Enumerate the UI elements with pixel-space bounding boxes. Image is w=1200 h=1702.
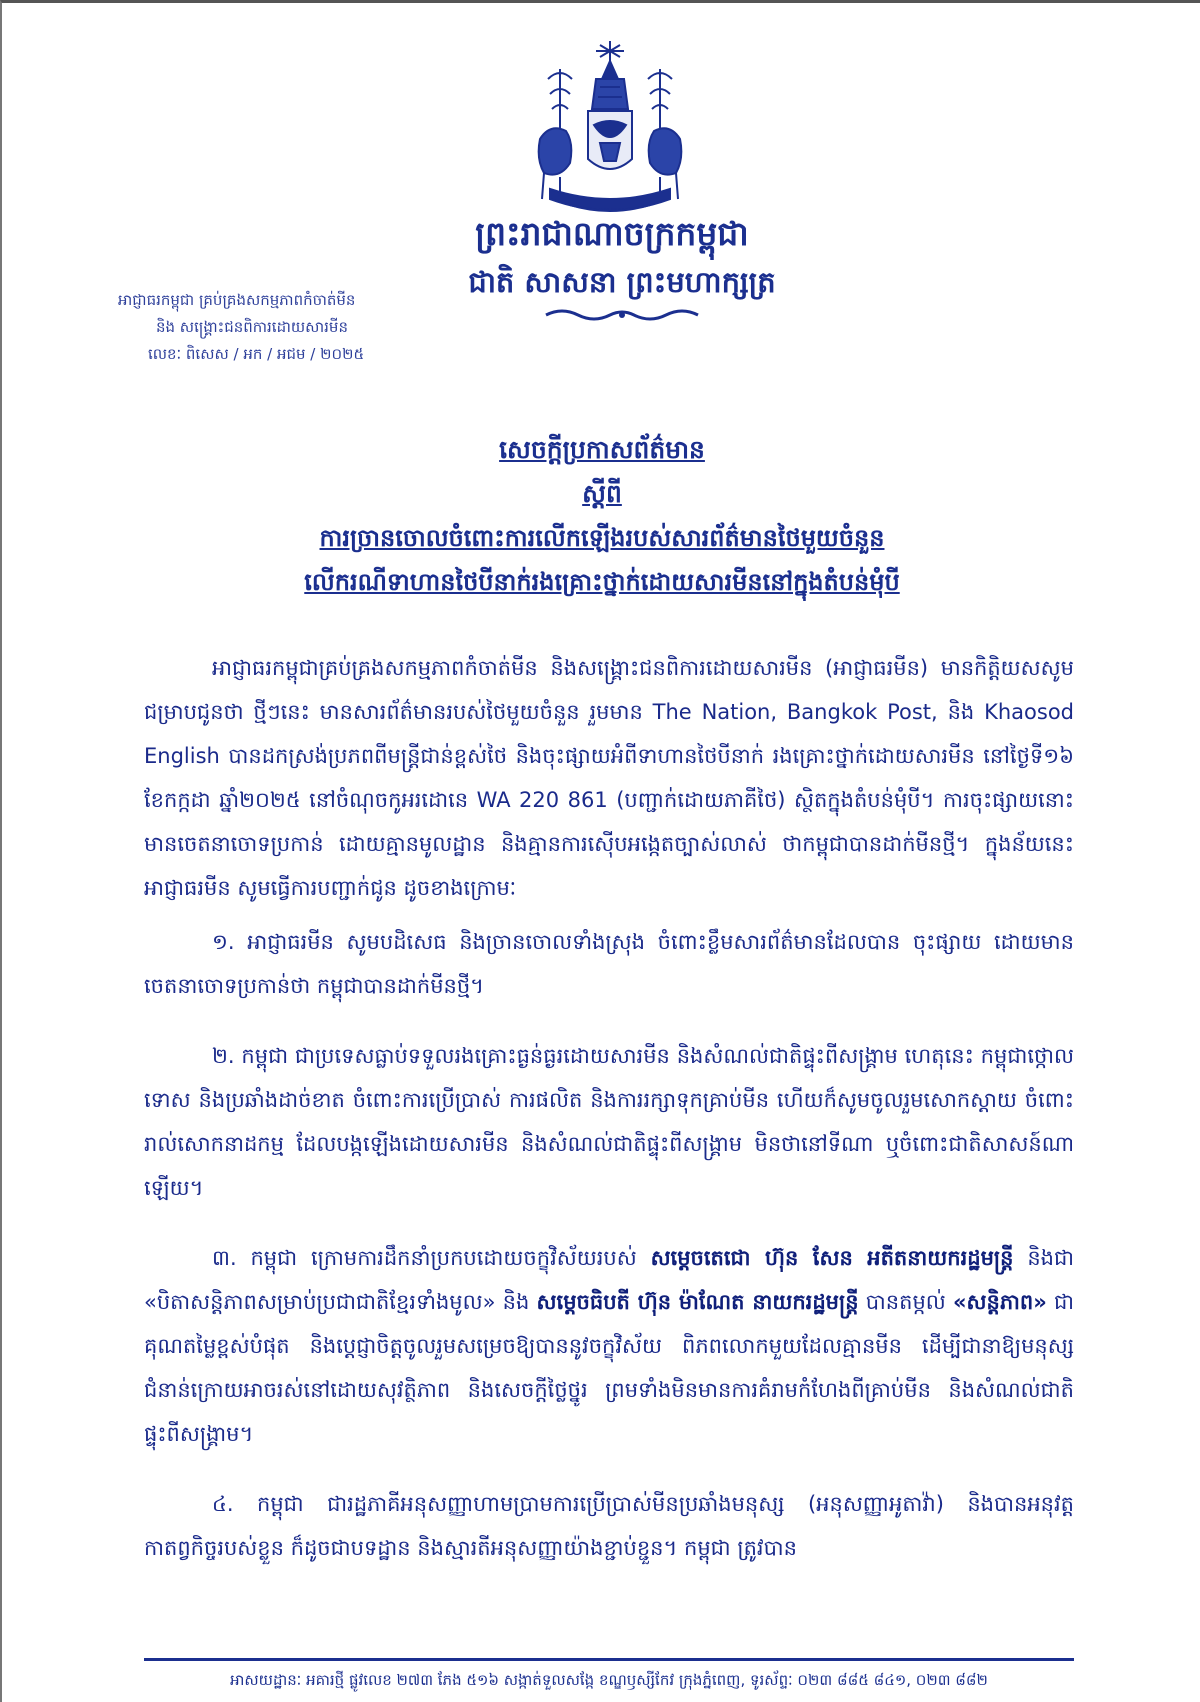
document-body bbox=[144, 646, 1074, 1570]
point-1-paragraph: ១. អាជ្ញាធរមីន សូមបដិសេធ និងច្រានចោលទាំងស្រុង ចំពោះខ្លឹមសារព័ត៌មានដែលបាន ចុះផ្សាយ ដោយមានចេតនាចោទប្រកាន់ថា កម្ពុជាបានដាក់មីនថ្មី។ bbox=[144, 930, 1074, 998]
announcement-title: សេចក្តីប្រកាសព័ត៌មាន bbox=[499, 435, 705, 464]
point-2-paragraph: ២. កម្ពុជា ជាប្រទេសធ្លាប់ទទួលរងគ្រោះធ្ងន់ធ្ងរដោយសារមីន និងសំណល់ជាតិផ្ទុះពីសង្គ្រាម ហេតុនេះ កម្ពុជាថ្កោលទោស និងប្រឆាំងដាច់ខាត ចំពោះការប្រើប្រាស់ ការផលិត និងការរក្សាទុកគ្រាប់មីន ហើយក៏សូមចូលរួមសោកស្តាយ ចំពោះរាល់សោកនាដកម្ម ដែលបង្កឡើងដោយសារមីន និងសំណល់ជាតិផ្ទុះពីសង្គ្រាម មិនថានៅទីណា ឬចំពោះជាតិសាសន៍ណាឡើយ។ bbox=[144, 1044, 1074, 1200]
issuer-block bbox=[118, 287, 438, 368]
point-3-name-hun-manet: សម្តេចធិបតី ហ៊ុន ម៉ាណែត នាយករដ្ឋមន្ត្រី bbox=[536, 1290, 859, 1314]
footer-address: អាសយដ្ឋានៈ អគារថ្មី ផ្លូវលេខ ២៧៣ ភែង ៥១៦ សង្កាត់ទួលសង្កែ ខណ្ឌឫស្សីកែវ ក្រុងភ្នំពេញ, ទូរស័ព្ទៈ ០២៣ ៨៨៥ ៨៤១, ០២៣ ៨៨២ bbox=[230, 1671, 988, 1689]
point-3-paragraph bbox=[144, 1236, 1074, 1456]
point-3-text-c: និងជា «បិតាសន្តិភាពសម្រាប់ប្រជាជាតិខ្មែរទាំងមូល» និង bbox=[144, 1246, 1074, 1314]
intro-paragraph: អាជ្ញាធរកម្ពុជាគ្រប់គ្រងសកម្មភាពកំចាត់មីន និងសង្គ្រោះជនពិការដោយសារមីន (អាជ្ញាធរមីន) មានកិត្តិយសសូមជម្រាបជូនថា ថ្មីៗនេះ មានសារព័ត៌មានរបស់ថៃមួយចំនួន រួមមាន The Nation, Bangkok Post, និង Khaosod English បានដកស្រង់ប្រភពពីមន្ត្រីជាន់ខ្ពស់ថៃ និងចុះផ្សាយអំពីទាហានថៃបីនាក់ រងគ្រោះថ្នាក់ដោយសារមីន នៅថ្ងៃទី១៦ ខែកក្កដា ឆ្នាំ២០២៥ នៅចំណុចកូអរដោនេ WA 220 861 (បញ្ជាក់ដោយភាគីថៃ) ស្ថិតក្នុងតំបន់មុំបី។ ការចុះផ្សាយនោះ មានចេតនាចោទប្រកាន់ ដោយគ្មានមូលដ្ឋាន និងគ្មានការស៊ើបអង្កេតច្បាស់លាស់ ថាកម្ពុជាបានដាក់មីនថ្មី។ ក្នុងន័យនេះ អាជ្ញាធរមីន សូមធ្វើការបញ្ជាក់ជូន ដូចខាងក្រោមៈ bbox=[144, 656, 1074, 900]
announcement-subtitle: ស្តីពី bbox=[582, 479, 622, 508]
kingdom-title: ព្រះរាជាណាចក្រកម្ពុជា bbox=[475, 214, 749, 253]
point-3-name-hun-sen: សម្តេចតេជោ ហ៊ុន សែន អតីតនាយករដ្ឋមន្ត្រី bbox=[650, 1246, 1014, 1270]
point-3-text-a: ៣. កម្ពុជា ក្រោមការដឹកនាំប្រកបដោយចក្ខុវិស័យរបស់ bbox=[212, 1246, 651, 1270]
footer-divider bbox=[144, 1658, 1074, 1661]
divider-ornament bbox=[542, 307, 702, 323]
announcement-heading-line2: លើករណីទាហានថៃបីនាក់រងគ្រោះថ្នាក់ដោយសារមីននៅក្នុងតំបន់មុំបី bbox=[304, 567, 900, 596]
issuer-name: អាជ្ញាធរកម្ពុជា គ្រប់គ្រងសកម្មភាពកំចាត់មីន bbox=[118, 291, 356, 309]
point-3-peace: «សន្តិភាព» bbox=[952, 1290, 1047, 1314]
reference-number: លេខៈ ពិសេស / អក / អជម / ២០២៥ bbox=[148, 345, 365, 363]
kingdom-motto: ជាតិ សាសនា ព្រះមហាក្សត្រ bbox=[468, 265, 776, 299]
point-3-text-g: ជាគុណតម្លៃខ្ពស់បំផុត និងប្តេជ្ញាចិត្តចូលរួមសម្រេចឱ្យបាននូវចក្ខុវិស័យ ពិភពលោកមួយដែលគ្មានមីន ដើម្បីជានាឱ្យមនុស្សជំនាន់ក្រោយអាចរស់នៅដោយសុវត្ថិភាព និងសេចក្តីថ្លៃថ្នូរ ព្រមទាំងមិនមានការគំរាមកំហែងពីគ្រាប់មីន និងសំណល់ជាតិផ្ទុះពីសង្គ្រាម។ bbox=[144, 1290, 1074, 1446]
announcement-heading bbox=[152, 428, 1052, 604]
royal-arms-emblem bbox=[530, 39, 690, 219]
point-4-paragraph: ៤. កម្ពុជា ជារដ្ឋភាគីអនុសញ្ញាហាមប្រាមការប្រើប្រាស់មីនប្រឆាំងមនុស្ស (អនុសញ្ញាអូតាវ៉ា) និងបានអនុវត្តកាតព្វកិច្ចរបស់ខ្លួន ក៏ដូចជាបទដ្ឋាន និងស្មារតីអនុសញ្ញាយ៉ាងខ្ជាប់ខ្ជួន។ កម្ពុជា ត្រូវបាន bbox=[144, 1492, 1074, 1560]
point-3-text-e: បានតម្កល់ bbox=[858, 1290, 953, 1314]
issuer-name-cont: និង សង្គ្រោះជនពិការដោយសារមីន bbox=[156, 318, 348, 336]
announcement-heading-line1: ការច្រានចោលចំពោះការលើកឡើងរបស់សារព័ត៌មានថៃមួយចំនួន bbox=[319, 523, 885, 552]
